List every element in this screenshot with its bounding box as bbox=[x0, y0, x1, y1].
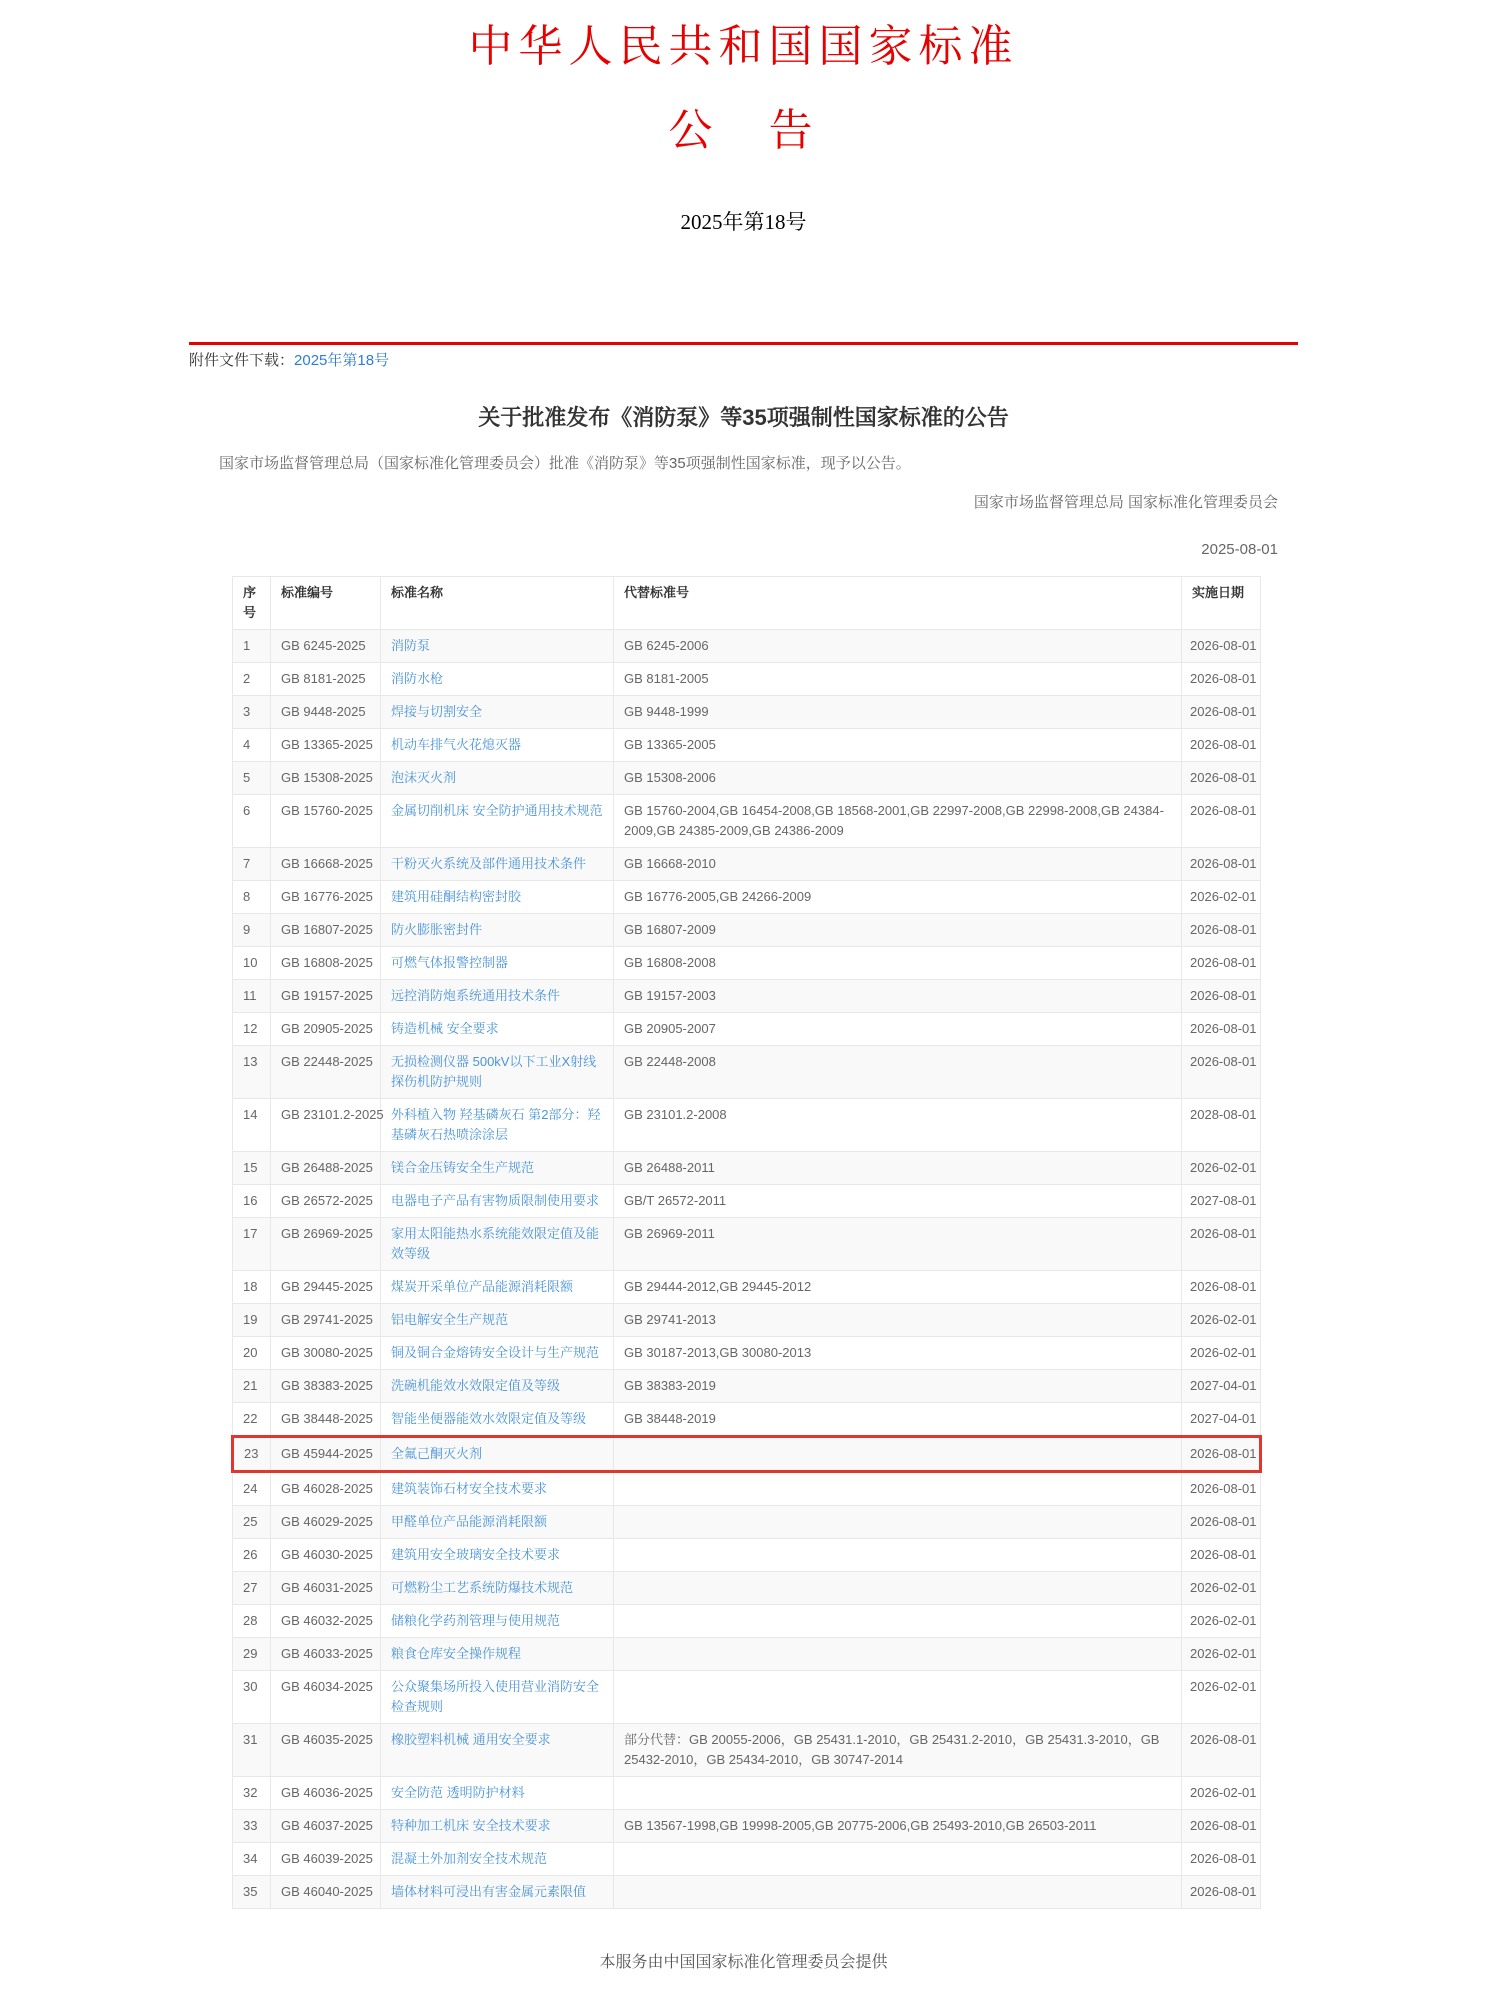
cell-implementation-date: 2026-08-01 bbox=[1182, 1875, 1261, 1908]
cell-standard-name bbox=[381, 761, 614, 794]
standard-name-link[interactable]: 特种加工机床 安全技术要求 bbox=[391, 1817, 551, 1833]
cell-implementation-date: 2026-02-01 bbox=[1182, 1670, 1261, 1723]
cell-replaced-standards: GB 29444-2012,GB 29445-2012 bbox=[614, 1270, 1182, 1303]
table-row bbox=[233, 1538, 1261, 1571]
cell-standard-code: GB 20905-2025 bbox=[271, 1012, 381, 1045]
standard-name-link[interactable]: 远控消防炮系统通用技术条件 bbox=[391, 987, 561, 1003]
cell-standard-name bbox=[381, 946, 614, 979]
cell-index: 10 bbox=[233, 946, 271, 979]
cell-standard-code: GB 16808-2025 bbox=[271, 946, 381, 979]
cell-replaced-standards: GB 30187-2013,GB 30080-2013 bbox=[614, 1336, 1182, 1369]
standard-name-link[interactable]: 镁合金压铸安全生产规范 bbox=[391, 1159, 535, 1175]
cell-standard-name bbox=[381, 847, 614, 880]
attachment-row bbox=[189, 350, 1298, 371]
cell-implementation-date: 2026-02-01 bbox=[1182, 1336, 1261, 1369]
standard-name-link[interactable]: 机动车排气火花熄灭器 bbox=[391, 736, 522, 752]
cell-standard-name bbox=[381, 1217, 614, 1270]
cell-replaced-standards: GB 16807-2009 bbox=[614, 913, 1182, 946]
standard-name-link[interactable]: 建筑用安全玻璃安全技术要求 bbox=[391, 1546, 561, 1562]
cell-implementation-date: 2028-08-01 bbox=[1182, 1098, 1261, 1151]
cell-index: 13 bbox=[233, 1045, 271, 1098]
cell-implementation-date: 2026-08-01 bbox=[1182, 662, 1261, 695]
table-row bbox=[233, 1270, 1261, 1303]
cell-implementation-date: 2027-08-01 bbox=[1182, 1184, 1261, 1217]
cell-standard-name bbox=[381, 1151, 614, 1184]
standard-name-link[interactable]: 建筑装饰石材安全技术要求 bbox=[391, 1480, 548, 1496]
table-row bbox=[233, 1875, 1261, 1908]
table-row bbox=[233, 847, 1261, 880]
table-row bbox=[233, 1098, 1261, 1151]
cell-implementation-date: 2026-08-01 bbox=[1182, 728, 1261, 761]
cell-replaced-standards: GB 16808-2008 bbox=[614, 946, 1182, 979]
table-row bbox=[233, 1369, 1261, 1402]
cell-index: 9 bbox=[233, 913, 271, 946]
cell-replaced-standards: GB/T 26572-2011 bbox=[614, 1184, 1182, 1217]
cell-index: 25 bbox=[233, 1505, 271, 1538]
cell-standard-name bbox=[381, 1436, 614, 1471]
cell-index: 6 bbox=[233, 794, 271, 847]
cell-replaced-standards: GB 13365-2005 bbox=[614, 728, 1182, 761]
cell-implementation-date: 2026-08-01 bbox=[1182, 794, 1261, 847]
cell-index: 2 bbox=[233, 662, 271, 695]
cell-replaced-standards: GB 15308-2006 bbox=[614, 761, 1182, 794]
cell-replaced-standards: GB 16668-2010 bbox=[614, 847, 1182, 880]
cell-standard-name bbox=[381, 1875, 614, 1908]
standard-name-link[interactable]: 粮食仓库安全操作规程 bbox=[391, 1645, 522, 1661]
column-header-3: 代替标准号 bbox=[614, 576, 1182, 629]
cell-replaced-standards: GB 20905-2007 bbox=[614, 1012, 1182, 1045]
cell-replaced-standards bbox=[614, 1505, 1182, 1538]
cell-standard-name bbox=[381, 1723, 614, 1776]
cell-replaced-standards: GB 15760-2004,GB 16454-2008,GB 18568-2001,GB 22997-2008,GB 22998-2008,GB 24384-2009,GB 24385-2009,GB 24386-2009 bbox=[614, 794, 1182, 847]
standard-name-link[interactable]: 铜及铜合金熔铸安全设计与生产规范 bbox=[391, 1344, 600, 1360]
cell-index: 29 bbox=[233, 1637, 271, 1670]
cell-index: 20 bbox=[233, 1336, 271, 1369]
standard-name-link[interactable]: 消防泵 bbox=[391, 637, 431, 653]
cell-standard-code: GB 46039-2025 bbox=[271, 1842, 381, 1875]
cell-standard-code: GB 46036-2025 bbox=[271, 1776, 381, 1809]
cell-standard-name bbox=[381, 1303, 614, 1336]
cell-standard-code: GB 26572-2025 bbox=[271, 1184, 381, 1217]
standard-name-link[interactable]: 可燃粉尘工艺系统防爆技术规范 bbox=[391, 1579, 574, 1595]
cell-replaced-standards bbox=[614, 1875, 1182, 1908]
table-row bbox=[233, 1045, 1261, 1098]
cell-implementation-date: 2026-02-01 bbox=[1182, 1776, 1261, 1809]
cell-standard-name bbox=[381, 1402, 614, 1436]
footer-text: 本服务由中国国家标准化管理委员会提供 bbox=[599, 1953, 888, 1971]
cell-index: 16 bbox=[233, 1184, 271, 1217]
standard-name-link[interactable]: 橡胶塑料机械 通用安全要求 bbox=[391, 1731, 551, 1747]
cell-standard-name bbox=[381, 662, 614, 695]
table-row bbox=[233, 1012, 1261, 1045]
standards-table bbox=[231, 576, 1262, 1909]
standard-name-link[interactable]: 建筑用硅酮结构密封胶 bbox=[391, 888, 522, 904]
cell-standard-code: GB 46030-2025 bbox=[271, 1538, 381, 1571]
table-row bbox=[233, 1604, 1261, 1637]
cell-index: 12 bbox=[233, 1012, 271, 1045]
column-header-1: 标准编号 bbox=[271, 576, 381, 629]
cell-standard-code: GB 22448-2025 bbox=[271, 1045, 381, 1098]
table-row bbox=[233, 1637, 1261, 1670]
cell-standard-name bbox=[381, 1842, 614, 1875]
cell-index: 34 bbox=[233, 1842, 271, 1875]
table-row bbox=[233, 880, 1261, 913]
cell-implementation-date: 2026-08-01 bbox=[1182, 913, 1261, 946]
cell-standard-code: GB 26488-2025 bbox=[271, 1151, 381, 1184]
standard-name-link[interactable]: 铸造机械 安全要求 bbox=[391, 1020, 499, 1036]
cell-implementation-date: 2026-08-01 bbox=[1182, 1270, 1261, 1303]
cell-standard-name bbox=[381, 629, 614, 662]
cell-implementation-date: 2026-02-01 bbox=[1182, 1151, 1261, 1184]
table-row bbox=[233, 695, 1261, 728]
table-row bbox=[233, 1436, 1261, 1471]
cell-index: 33 bbox=[233, 1809, 271, 1842]
standard-name-link[interactable]: 金属切削机床 安全防护通用技术规范 bbox=[391, 802, 603, 818]
cell-implementation-date: 2026-08-01 bbox=[1182, 1471, 1261, 1505]
cell-standard-code: GB 46029-2025 bbox=[271, 1505, 381, 1538]
cell-standard-code: GB 16776-2025 bbox=[271, 880, 381, 913]
standard-name-link[interactable]: 泡沫灭火剂 bbox=[391, 769, 457, 785]
cell-standard-code: GB 26969-2025 bbox=[271, 1217, 381, 1270]
cell-implementation-date: 2026-02-01 bbox=[1182, 880, 1261, 913]
table-row bbox=[233, 1336, 1261, 1369]
table-row bbox=[233, 662, 1261, 695]
cell-standard-name bbox=[381, 695, 614, 728]
cell-standard-code: GB 6245-2025 bbox=[271, 629, 381, 662]
table-row bbox=[233, 1505, 1261, 1538]
announcement-issuer: 国家市场监督管理总局 国家标准化管理委员会 bbox=[973, 493, 1278, 511]
cell-standard-name bbox=[381, 1809, 614, 1842]
cell-replaced-standards: GB 23101.2-2008 bbox=[614, 1098, 1182, 1151]
cell-implementation-date: 2026-08-01 bbox=[1182, 761, 1261, 794]
cell-standard-name bbox=[381, 913, 614, 946]
cell-standard-name bbox=[381, 1776, 614, 1809]
standard-name-link[interactable]: 焊接与切割安全 bbox=[391, 703, 483, 719]
cell-standard-name bbox=[381, 1571, 614, 1604]
column-header-0: 序号 bbox=[233, 576, 271, 629]
standard-name-link[interactable]: 安全防范 透明防护材料 bbox=[391, 1784, 525, 1800]
table-row bbox=[233, 1303, 1261, 1336]
cell-standard-name bbox=[381, 1637, 614, 1670]
cell-index: 7 bbox=[233, 847, 271, 880]
standard-name-link[interactable]: 无损检测仪器 500kV以下工业X射线探伤机防护规则 bbox=[391, 1053, 597, 1089]
announcement-title: 关于批准发布《消防泵》等35项强制性国家标准的公告 bbox=[478, 405, 1009, 431]
cell-standard-name bbox=[381, 1604, 614, 1637]
cell-standard-name bbox=[381, 880, 614, 913]
cell-implementation-date: 2026-08-01 bbox=[1182, 1842, 1261, 1875]
standard-name-link[interactable]: 墙体材料可浸出有害金属元素限值 bbox=[391, 1883, 587, 1899]
cell-standard-code: GB 46033-2025 bbox=[271, 1637, 381, 1670]
cell-standard-code: GB 46032-2025 bbox=[271, 1604, 381, 1637]
announcement-body: 国家市场监督管理总局（国家标准化管理委员会）批准《消防泵》等35项强制性国家标准，现予以公告。 bbox=[219, 455, 911, 473]
table-row bbox=[233, 629, 1261, 662]
table-row bbox=[233, 979, 1261, 1012]
cell-index: 15 bbox=[233, 1151, 271, 1184]
cell-implementation-date: 2026-08-01 bbox=[1182, 979, 1261, 1012]
cell-implementation-date: 2026-02-01 bbox=[1182, 1303, 1261, 1336]
cell-index: 21 bbox=[233, 1369, 271, 1402]
cell-standard-name bbox=[381, 1270, 614, 1303]
cell-index: 1 bbox=[233, 629, 271, 662]
cell-standard-name bbox=[381, 1184, 614, 1217]
cell-index: 22 bbox=[233, 1402, 271, 1436]
standard-name-link[interactable]: 可燃气体报警控制器 bbox=[391, 954, 509, 970]
cell-standard-code: GB 15308-2025 bbox=[271, 761, 381, 794]
table-row bbox=[233, 761, 1261, 794]
cell-replaced-standards bbox=[614, 1571, 1182, 1604]
cell-replaced-standards bbox=[614, 1776, 1182, 1809]
cell-replaced-standards: GB 26488-2011 bbox=[614, 1151, 1182, 1184]
cell-standard-name bbox=[381, 728, 614, 761]
cell-replaced-standards: GB 38383-2019 bbox=[614, 1369, 1182, 1402]
cell-implementation-date: 2026-08-01 bbox=[1182, 1809, 1261, 1842]
standard-name-link[interactable]: 煤炭开采单位产品能源消耗限额 bbox=[391, 1278, 574, 1294]
cell-implementation-date: 2026-08-01 bbox=[1182, 1723, 1261, 1776]
cell-standard-name bbox=[381, 1369, 614, 1402]
cell-index: 26 bbox=[233, 1538, 271, 1571]
table-row bbox=[233, 946, 1261, 979]
standard-name-link[interactable]: 储粮化学药剂管理与使用规范 bbox=[391, 1612, 561, 1628]
cell-replaced-standards bbox=[614, 1471, 1182, 1505]
announcement-date: 2025-08-01 bbox=[1201, 541, 1278, 559]
cell-implementation-date: 2026-08-01 bbox=[1182, 695, 1261, 728]
cell-standard-code: GB 46031-2025 bbox=[271, 1571, 381, 1604]
cell-index: 17 bbox=[233, 1217, 271, 1270]
cell-index: 28 bbox=[233, 1604, 271, 1637]
cell-implementation-date: 2026-08-01 bbox=[1182, 1045, 1261, 1098]
page-subtitle: 公 告 bbox=[668, 106, 819, 156]
cell-replaced-standards: GB 22448-2008 bbox=[614, 1045, 1182, 1098]
cell-replaced-standards bbox=[614, 1604, 1182, 1637]
cell-replaced-standards: GB 19157-2003 bbox=[614, 979, 1182, 1012]
cell-standard-code: GB 29445-2025 bbox=[271, 1270, 381, 1303]
cell-standard-name bbox=[381, 1336, 614, 1369]
issue-number: 2025年第18号 bbox=[680, 210, 807, 235]
cell-replaced-standards bbox=[614, 1670, 1182, 1723]
cell-standard-name bbox=[381, 979, 614, 1012]
cell-implementation-date: 2026-08-01 bbox=[1182, 1538, 1261, 1571]
standard-name-link[interactable]: 外科植入物 羟基磷灰石 第2部分：羟基磷灰石热喷涂涂层 bbox=[391, 1106, 601, 1142]
table-row bbox=[233, 1776, 1261, 1809]
cell-standard-code: GB 16807-2025 bbox=[271, 913, 381, 946]
cell-standard-name bbox=[381, 1538, 614, 1571]
table-row bbox=[233, 728, 1261, 761]
table-row bbox=[233, 1723, 1261, 1776]
cell-index: 23 bbox=[233, 1436, 271, 1471]
cell-standard-code: GB 30080-2025 bbox=[271, 1336, 381, 1369]
cell-replaced-standards bbox=[614, 1842, 1182, 1875]
cell-standard-code: GB 29741-2025 bbox=[271, 1303, 381, 1336]
attachment-label: 附件文件下载： bbox=[189, 352, 295, 370]
cell-index: 27 bbox=[233, 1571, 271, 1604]
cell-standard-code: GB 15760-2025 bbox=[271, 794, 381, 847]
cell-index: 5 bbox=[233, 761, 271, 794]
cell-standard-name bbox=[381, 1012, 614, 1045]
cell-standard-code: GB 46034-2025 bbox=[271, 1670, 381, 1723]
table-body bbox=[233, 629, 1261, 1908]
cell-standard-code: GB 45944-2025 bbox=[271, 1436, 381, 1471]
cell-index: 19 bbox=[233, 1303, 271, 1336]
cell-standard-code: GB 46037-2025 bbox=[271, 1809, 381, 1842]
table-row bbox=[233, 1151, 1261, 1184]
cell-index: 14 bbox=[233, 1098, 271, 1151]
cell-index: 18 bbox=[233, 1270, 271, 1303]
cell-implementation-date: 2026-02-01 bbox=[1182, 1637, 1261, 1670]
cell-standard-code: GB 46040-2025 bbox=[271, 1875, 381, 1908]
table-row bbox=[233, 1402, 1261, 1436]
table-row bbox=[233, 794, 1261, 847]
table-row bbox=[233, 1471, 1261, 1505]
cell-standard-name bbox=[381, 1098, 614, 1151]
standard-name-link[interactable]: 消防水枪 bbox=[391, 670, 444, 686]
cell-standard-code: GB 16668-2025 bbox=[271, 847, 381, 880]
standard-name-link[interactable]: 智能坐便器能效水效限定值及等级 bbox=[391, 1410, 587, 1426]
cell-implementation-date: 2026-02-01 bbox=[1182, 1604, 1261, 1637]
cell-standard-code: GB 19157-2025 bbox=[271, 979, 381, 1012]
cell-index: 32 bbox=[233, 1776, 271, 1809]
cell-replaced-standards: 部分代替：GB 20055-2006，GB 25431.1-2010，GB 25431.2-2010，GB 25431.3-2010，GB 25432-2010，GB 25434-2010，GB 30747-2014 bbox=[614, 1723, 1182, 1776]
cell-implementation-date: 2026-08-01 bbox=[1182, 629, 1261, 662]
table-row bbox=[233, 1842, 1261, 1875]
standard-name-link[interactable]: 电器电子产品有害物质限制使用要求 bbox=[391, 1192, 600, 1208]
cell-standard-code: GB 13365-2025 bbox=[271, 728, 381, 761]
standard-name-link[interactable]: 家用太阳能热水系统能效限定值及能效等级 bbox=[391, 1225, 600, 1261]
cell-replaced-standards: GB 38448-2019 bbox=[614, 1402, 1182, 1436]
standard-name-link[interactable]: 甲醛单位产品能源消耗限额 bbox=[391, 1513, 548, 1529]
cell-replaced-standards: GB 6245-2006 bbox=[614, 629, 1182, 662]
cell-implementation-date: 2026-08-01 bbox=[1182, 1505, 1261, 1538]
cell-replaced-standards bbox=[614, 1538, 1182, 1571]
column-header-2: 标准名称 bbox=[381, 576, 614, 629]
table-header-row bbox=[233, 576, 1261, 629]
table-row bbox=[233, 1809, 1261, 1842]
page-title: 中华人民共和国国家标准 bbox=[468, 22, 1019, 71]
cell-implementation-date: 2026-02-01 bbox=[1182, 1571, 1261, 1604]
cell-standard-code: GB 8181-2025 bbox=[271, 662, 381, 695]
standard-name-link[interactable]: 公众聚集场所投入使用营业消防安全检查规则 bbox=[391, 1678, 600, 1714]
standard-name-link[interactable]: 防火膨胀密封件 bbox=[391, 921, 483, 937]
cell-standard-name bbox=[381, 1670, 614, 1723]
cell-implementation-date: 2027-04-01 bbox=[1182, 1402, 1261, 1436]
document-page bbox=[189, 0, 1298, 1909]
standard-name-link[interactable]: 铝电解安全生产规范 bbox=[391, 1311, 509, 1327]
cell-index: 8 bbox=[233, 880, 271, 913]
standard-name-link[interactable]: 全氟己酮灭火剂 bbox=[391, 1445, 483, 1461]
table-row bbox=[233, 1184, 1261, 1217]
red-divider bbox=[189, 342, 1298, 345]
table-row bbox=[233, 1670, 1261, 1723]
cell-implementation-date: 2026-08-01 bbox=[1182, 946, 1261, 979]
cell-standard-code: GB 38383-2025 bbox=[271, 1369, 381, 1402]
attachment-download-link[interactable]: 2025年第18号 bbox=[294, 352, 390, 370]
cell-standard-code: GB 46028-2025 bbox=[271, 1471, 381, 1505]
cell-replaced-standards: GB 13567-1998,GB 19998-2005,GB 20775-2006,GB 25493-2010,GB 26503-2011 bbox=[614, 1809, 1182, 1842]
cell-standard-name bbox=[381, 1045, 614, 1098]
cell-implementation-date: 2026-08-01 bbox=[1182, 1217, 1261, 1270]
cell-standard-code: GB 38448-2025 bbox=[271, 1402, 381, 1436]
cell-index: 11 bbox=[233, 979, 271, 1012]
cell-index: 4 bbox=[233, 728, 271, 761]
standard-name-link[interactable]: 洗碗机能效水效限定值及等级 bbox=[391, 1377, 561, 1393]
standard-name-link[interactable]: 混凝土外加剂安全技术规范 bbox=[391, 1850, 548, 1866]
cell-index: 31 bbox=[233, 1723, 271, 1776]
cell-standard-code: GB 46035-2025 bbox=[271, 1723, 381, 1776]
cell-standard-name bbox=[381, 1505, 614, 1538]
table-row bbox=[233, 913, 1261, 946]
cell-index: 35 bbox=[233, 1875, 271, 1908]
table-row bbox=[233, 1571, 1261, 1604]
cell-implementation-date: 2026-08-01 bbox=[1182, 1436, 1261, 1471]
cell-index: 30 bbox=[233, 1670, 271, 1723]
cell-replaced-standards: GB 16776-2005,GB 24266-2009 bbox=[614, 880, 1182, 913]
cell-replaced-standards: GB 8181-2005 bbox=[614, 662, 1182, 695]
cell-replaced-standards: GB 26969-2011 bbox=[614, 1217, 1182, 1270]
cell-implementation-date: 2027-04-01 bbox=[1182, 1369, 1261, 1402]
cell-standard-name bbox=[381, 794, 614, 847]
cell-implementation-date: 2026-08-01 bbox=[1182, 1012, 1261, 1045]
cell-index: 3 bbox=[233, 695, 271, 728]
cell-standard-code: GB 9448-2025 bbox=[271, 695, 381, 728]
cell-replaced-standards: GB 9448-1999 bbox=[614, 695, 1182, 728]
cell-replaced-standards bbox=[614, 1637, 1182, 1670]
cell-standard-name bbox=[381, 1471, 614, 1505]
standard-name-link[interactable]: 干粉灭火系统及部件通用技术条件 bbox=[391, 855, 587, 871]
cell-replaced-standards bbox=[614, 1436, 1182, 1471]
column-header-4: 实施日期 bbox=[1182, 576, 1261, 629]
cell-replaced-standards: GB 29741-2013 bbox=[614, 1303, 1182, 1336]
cell-standard-code: GB 23101.2-2025 bbox=[271, 1098, 381, 1151]
cell-implementation-date: 2026-08-01 bbox=[1182, 847, 1261, 880]
table-row bbox=[233, 1217, 1261, 1270]
cell-index: 24 bbox=[233, 1471, 271, 1505]
